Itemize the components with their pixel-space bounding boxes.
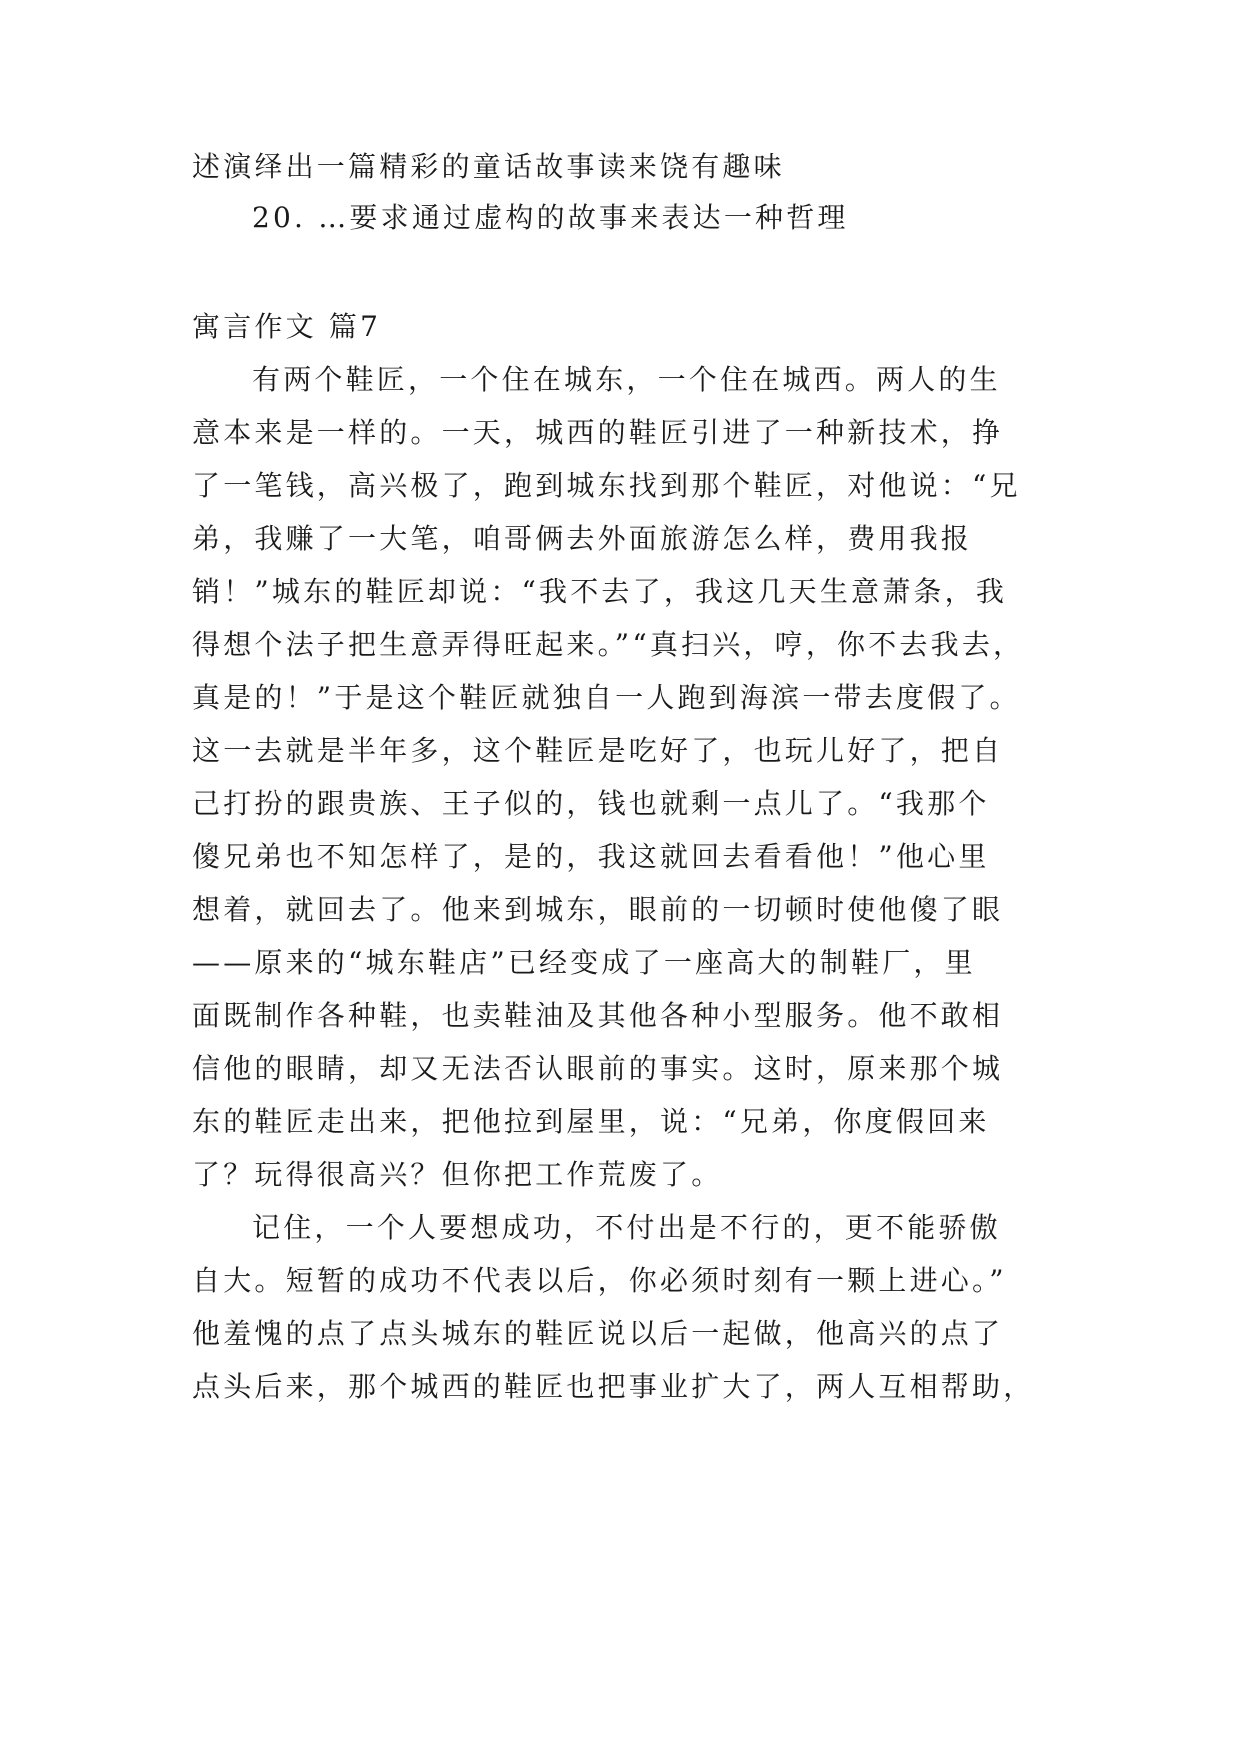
intro-line: 述演绎出一篇精彩的童话故事读来饶有趣味 [192, 150, 785, 183]
paragraph-line: ——原来的“城东鞋店”已经变成了一座高大的制鞋厂，里 [192, 946, 976, 979]
paragraph-line: 销！”城东的鞋匠却说：“我不去了，我这几天生意萧条，我 [192, 575, 1008, 608]
section-title: 寓言作文 篇7 [192, 310, 382, 343]
paragraph-line: 想着，就回去了。他来到城东，眼前的一切顿时使他傻了眼 [192, 893, 1004, 926]
paragraph-line: 自大。短暂的成功不代表以后，你必须时刻有一颗上进心。” [192, 1264, 1007, 1297]
paragraph-line: 弟，我赚了一大笔，咱哥俩去外面旅游怎么样，费用我报 [192, 522, 973, 555]
paragraph-line: 己打扮的跟贵族、王子似的，钱也就剩一点儿了。“我那个 [192, 787, 990, 820]
paragraph-line: 信他的眼睛，却又无法否认眼前的事实。这时，原来那个城 [192, 1052, 1004, 1085]
paragraph-line: 了？玩得很高兴？但你把工作荒废了。 [192, 1158, 723, 1191]
paragraph-line: 这一去就是半年多，这个鞋匠是吃好了，也玩儿好了，把自 [192, 734, 1004, 767]
paragraph-line: 点头后来，那个城西的鞋匠也把事业扩大了，两人互相帮助， [192, 1370, 1035, 1403]
paragraph-line: 面既制作各种鞋，也卖鞋油及其他各种小型服务。他不敢相 [192, 999, 1004, 1032]
paragraph-line: 真是的！”于是这个鞋匠就独自一人跑到海滨一带去度假了。 [192, 681, 1021, 714]
paragraph-line: 得想个法子把生意弄得旺起来。”“真扫兴，哼，你不去我去， [192, 628, 1025, 661]
paragraph-line: 意本来是一样的。一天，城西的鞋匠引进了一种新技术，挣 [192, 416, 1004, 449]
paragraph-line: 傻兄弟也不知怎样了，是的，我这就回去看看他！”他心里 [192, 840, 990, 873]
paragraph-line: 了一笔钱，高兴极了，跑到城东找到那个鞋匠，对他说：“兄 [192, 469, 1021, 502]
paragraph-line: 有两个鞋匠，一个住在城东，一个住在城西。两人的生 [252, 363, 1001, 396]
paragraph-line: 他羞愧的点了点头城东的鞋匠说以后一起做，他高兴的点了 [192, 1317, 1004, 1350]
paragraph-line: 东的鞋匠走出来，把他拉到屋里，说：“兄弟，你度假回来 [192, 1105, 990, 1138]
paragraph-line: 记住，一个人要想成功，不付出是不行的，更不能骄傲 [252, 1211, 1001, 1244]
list-item-20: 20. …要求通过虚构的故事来表达一种哲理 [252, 201, 849, 234]
